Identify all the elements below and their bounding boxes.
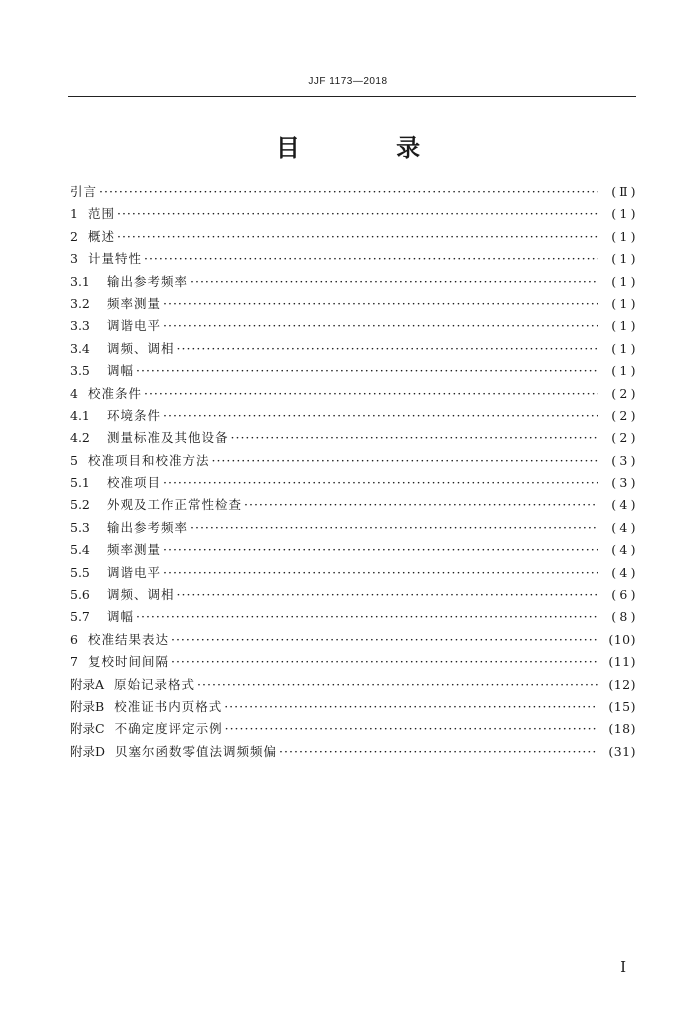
page-title: 目 录 — [275, 134, 465, 162]
toc-entry-page: ( 3 ) — [611, 452, 636, 468]
toc-entry-page-number: 1 — [619, 295, 628, 311]
toc-entry-number: 4.2 — [70, 430, 90, 446]
toc-entry-page-number: 15 — [613, 698, 631, 714]
toc-entry[interactable] — [70, 675, 636, 697]
toc-entry-page: ( 1 ) — [611, 251, 636, 267]
toc-entry-page-number: 6 — [619, 587, 628, 603]
toc-entry-page-number: 1 — [619, 273, 628, 289]
dot-leader — [197, 677, 598, 692]
toc-entry[interactable] — [70, 272, 636, 294]
dot-leader — [171, 654, 598, 669]
toc-entry[interactable] — [70, 451, 636, 473]
toc-entry-page: (11) — [608, 654, 636, 670]
toc-entry-page-number: 4 — [619, 519, 628, 535]
toc-entry-page: ( 4 ) — [611, 542, 636, 558]
dot-leader — [136, 609, 598, 624]
toc-entry[interactable] — [70, 518, 636, 540]
toc-entry[interactable] — [70, 361, 636, 383]
toc-entry-page: ( 4 ) — [611, 497, 636, 513]
toc-entry-title: 外观及工作正常性检查 — [107, 497, 243, 513]
toc-entry[interactable] — [70, 697, 636, 719]
dot-leader — [163, 565, 598, 580]
toc-entry-title: 复校时间间隔 — [87, 654, 169, 670]
toc-entry-title: 输出参考频率 — [107, 273, 189, 289]
toc-entry-page: (15) — [608, 698, 636, 714]
toc-entry-title: 贝塞尔函数零值法调频频偏 — [115, 743, 278, 759]
dot-leader — [163, 318, 598, 333]
toc-entry-title: 校准证书内页格式 — [114, 698, 223, 714]
toc-entry-page-number: 4 — [619, 542, 628, 558]
toc-entry-page: (12) — [608, 676, 636, 692]
toc-entry-page-number: 2 — [619, 430, 628, 446]
dot-leader — [144, 251, 598, 266]
toc-entry-number: 3.1 — [70, 273, 90, 289]
toc-entry-page-number: Ⅱ — [619, 184, 629, 199]
page-number: I — [620, 958, 626, 976]
toc-entry-number: 2 — [70, 228, 78, 244]
toc-entry-title: 调幅 — [107, 363, 135, 379]
toc-entry[interactable] — [70, 585, 636, 607]
dot-leader — [117, 229, 598, 244]
dot-leader — [244, 497, 598, 512]
toc-entry-page: ( 4 ) — [611, 564, 636, 580]
toc-entry-number: 5.3 — [70, 519, 90, 535]
toc-entry-page-number: 1 — [619, 363, 628, 379]
toc-entry[interactable] — [70, 607, 636, 629]
toc-entry-number: 5.6 — [70, 587, 90, 603]
toc-entry-page: ( 1 ) — [611, 363, 636, 379]
toc-entry-page: ( 1 ) — [611, 273, 636, 289]
header-rule — [68, 96, 636, 97]
toc-entry-page: ( 1 ) — [611, 340, 636, 356]
toc-entry[interactable] — [70, 406, 636, 428]
toc-entry-page-number: 31 — [613, 743, 631, 759]
toc-entry-page: ( 2 ) — [611, 430, 636, 446]
toc-entry-number: 5.2 — [70, 497, 90, 513]
toc-entry-page: ( 6 ) — [611, 587, 636, 603]
dot-leader — [163, 296, 598, 311]
toc-entry-title: 输出参考频率 — [107, 519, 189, 535]
toc-entry-number: 4 — [70, 385, 78, 401]
toc-entry[interactable] — [70, 428, 636, 450]
toc-entry-title: 引言 — [70, 184, 98, 199]
toc-entry-page-number: 3 — [619, 452, 628, 468]
toc-entry-page-number: 4 — [619, 497, 628, 513]
toc-entry-page-number: 1 — [619, 340, 628, 356]
toc-entry-title: 调谐电平 — [107, 564, 162, 580]
toc-entry-page-number: 2 — [619, 407, 628, 423]
toc-entry-title: 调频、调相 — [107, 587, 175, 603]
toc-entry-title: 不确定度评定示例 — [114, 721, 223, 737]
toc-entry-number: 附录D — [70, 743, 106, 759]
toc-entry-number: 5.4 — [70, 542, 90, 558]
toc-entry-page-number: 8 — [619, 609, 628, 625]
toc-entry-page: ( Ⅱ ) — [611, 184, 636, 199]
table-of-contents — [70, 182, 636, 764]
dot-leader — [163, 542, 598, 557]
toc-entry-page: ( 3 ) — [611, 475, 636, 491]
toc-entry-title: 概述 — [87, 228, 115, 244]
toc-entry-page: ( 1 ) — [611, 295, 636, 311]
toc-entry-number: 7 — [70, 654, 78, 670]
toc-entry-title: 频率测量 — [107, 295, 162, 311]
toc-entry-title: 调谐电平 — [107, 318, 162, 334]
toc-entry[interactable] — [70, 249, 636, 271]
dot-leader — [224, 699, 598, 714]
toc-entry[interactable] — [70, 227, 636, 249]
toc-entry-page: ( 2 ) — [611, 407, 636, 423]
toc-entry[interactable] — [70, 339, 636, 361]
dot-leader — [231, 430, 598, 445]
toc-entry-number: 5 — [70, 452, 78, 468]
toc-entry[interactable] — [70, 630, 636, 652]
toc-entry-page: ( 1 ) — [611, 318, 636, 334]
toc-entry[interactable] — [70, 384, 636, 406]
toc-entry-page-number: 1 — [619, 206, 628, 222]
toc-entry-page: ( 2 ) — [611, 385, 636, 401]
dot-leader — [211, 453, 598, 468]
toc-entry[interactable] — [70, 294, 636, 316]
toc-entry-title: 原始记录格式 — [114, 676, 196, 692]
dot-leader — [117, 206, 598, 221]
toc-entry[interactable] — [70, 495, 636, 517]
toc-entry-title: 校准结果表达 — [87, 631, 169, 647]
toc-entry-page: (10) — [608, 631, 636, 647]
dot-leader — [171, 632, 598, 647]
toc-entry-page-number: 1 — [619, 251, 628, 267]
toc-entry-page: (18) — [608, 721, 636, 737]
toc-entry-title: 频率测量 — [107, 542, 162, 558]
toc-entry[interactable] — [70, 563, 636, 585]
toc-entry-title: 调频、调相 — [107, 340, 175, 356]
toc-entry[interactable] — [70, 742, 636, 764]
toc-entry-title: 校准条件 — [87, 385, 142, 401]
toc-entry-title: 校准项目和校准方法 — [87, 452, 210, 468]
toc-entry[interactable] — [70, 182, 636, 204]
toc-entry-page-number: 12 — [613, 676, 631, 692]
toc-entry-page-number: 2 — [619, 385, 628, 401]
dot-leader — [177, 587, 598, 602]
dot-leader — [225, 721, 598, 736]
document-code: JJF 1173—2018 — [308, 76, 388, 87]
dot-leader — [190, 274, 598, 289]
toc-entry-number: 3.3 — [70, 318, 90, 334]
toc-entry-number: 5.1 — [70, 475, 90, 491]
toc-entry[interactable] — [70, 473, 636, 495]
toc-entry[interactable] — [70, 316, 636, 338]
toc-entry-number: 3.4 — [70, 340, 90, 356]
toc-entry-number: 3.5 — [70, 363, 90, 379]
toc-entry-title: 测量标准及其他设备 — [107, 430, 229, 446]
toc-entry-title: 计量特性 — [87, 251, 142, 267]
toc-entry-number: 5.5 — [70, 564, 90, 580]
toc-entry-page-number: 3 — [619, 475, 628, 491]
toc-entry-page-number: 4 — [619, 564, 628, 580]
toc-entry-page: ( 4 ) — [611, 519, 636, 535]
toc-entry[interactable] — [70, 540, 636, 562]
toc-entry-page-number: 1 — [619, 228, 628, 244]
toc-entry-title: 范围 — [87, 206, 115, 222]
dot-leader — [136, 363, 598, 378]
toc-entry-title: 校准项目 — [107, 475, 162, 491]
dot-leader — [177, 341, 598, 356]
toc-entry-page: ( 1 ) — [611, 228, 636, 244]
dot-leader — [190, 520, 598, 535]
toc-entry-title: 调幅 — [107, 609, 135, 625]
toc-entry-number: 3 — [70, 251, 78, 267]
toc-entry-title: 环境条件 — [107, 407, 162, 423]
toc-entry-page-number: 18 — [613, 721, 631, 737]
toc-entry-page-number: 11 — [613, 654, 631, 670]
dot-leader — [163, 475, 598, 490]
toc-entry-page: ( 8 ) — [611, 609, 636, 625]
toc-entry-number: 附录B — [70, 698, 105, 714]
dot-leader — [163, 408, 598, 423]
toc-entry-page: ( 1 ) — [611, 206, 636, 222]
toc-entry-number: 3.2 — [70, 295, 90, 311]
toc-entry-page-number: 1 — [619, 318, 628, 334]
dot-leader — [279, 744, 598, 759]
toc-entry-number: 4.1 — [70, 407, 90, 423]
toc-entry-number: 6 — [70, 631, 78, 647]
toc-entry[interactable] — [70, 719, 636, 741]
toc-entry[interactable] — [70, 652, 636, 674]
toc-entry-number: 附录C — [70, 721, 105, 737]
toc-entry-number: 5.7 — [70, 609, 90, 625]
toc-entry-number: 1 — [70, 206, 78, 222]
toc-entry-page-number: 10 — [613, 631, 631, 647]
toc-entry-number: 附录A — [70, 676, 105, 692]
dot-leader — [144, 386, 598, 401]
toc-entry[interactable] — [70, 204, 636, 226]
toc-entry-page: (31) — [608, 743, 636, 759]
dot-leader — [99, 184, 598, 199]
